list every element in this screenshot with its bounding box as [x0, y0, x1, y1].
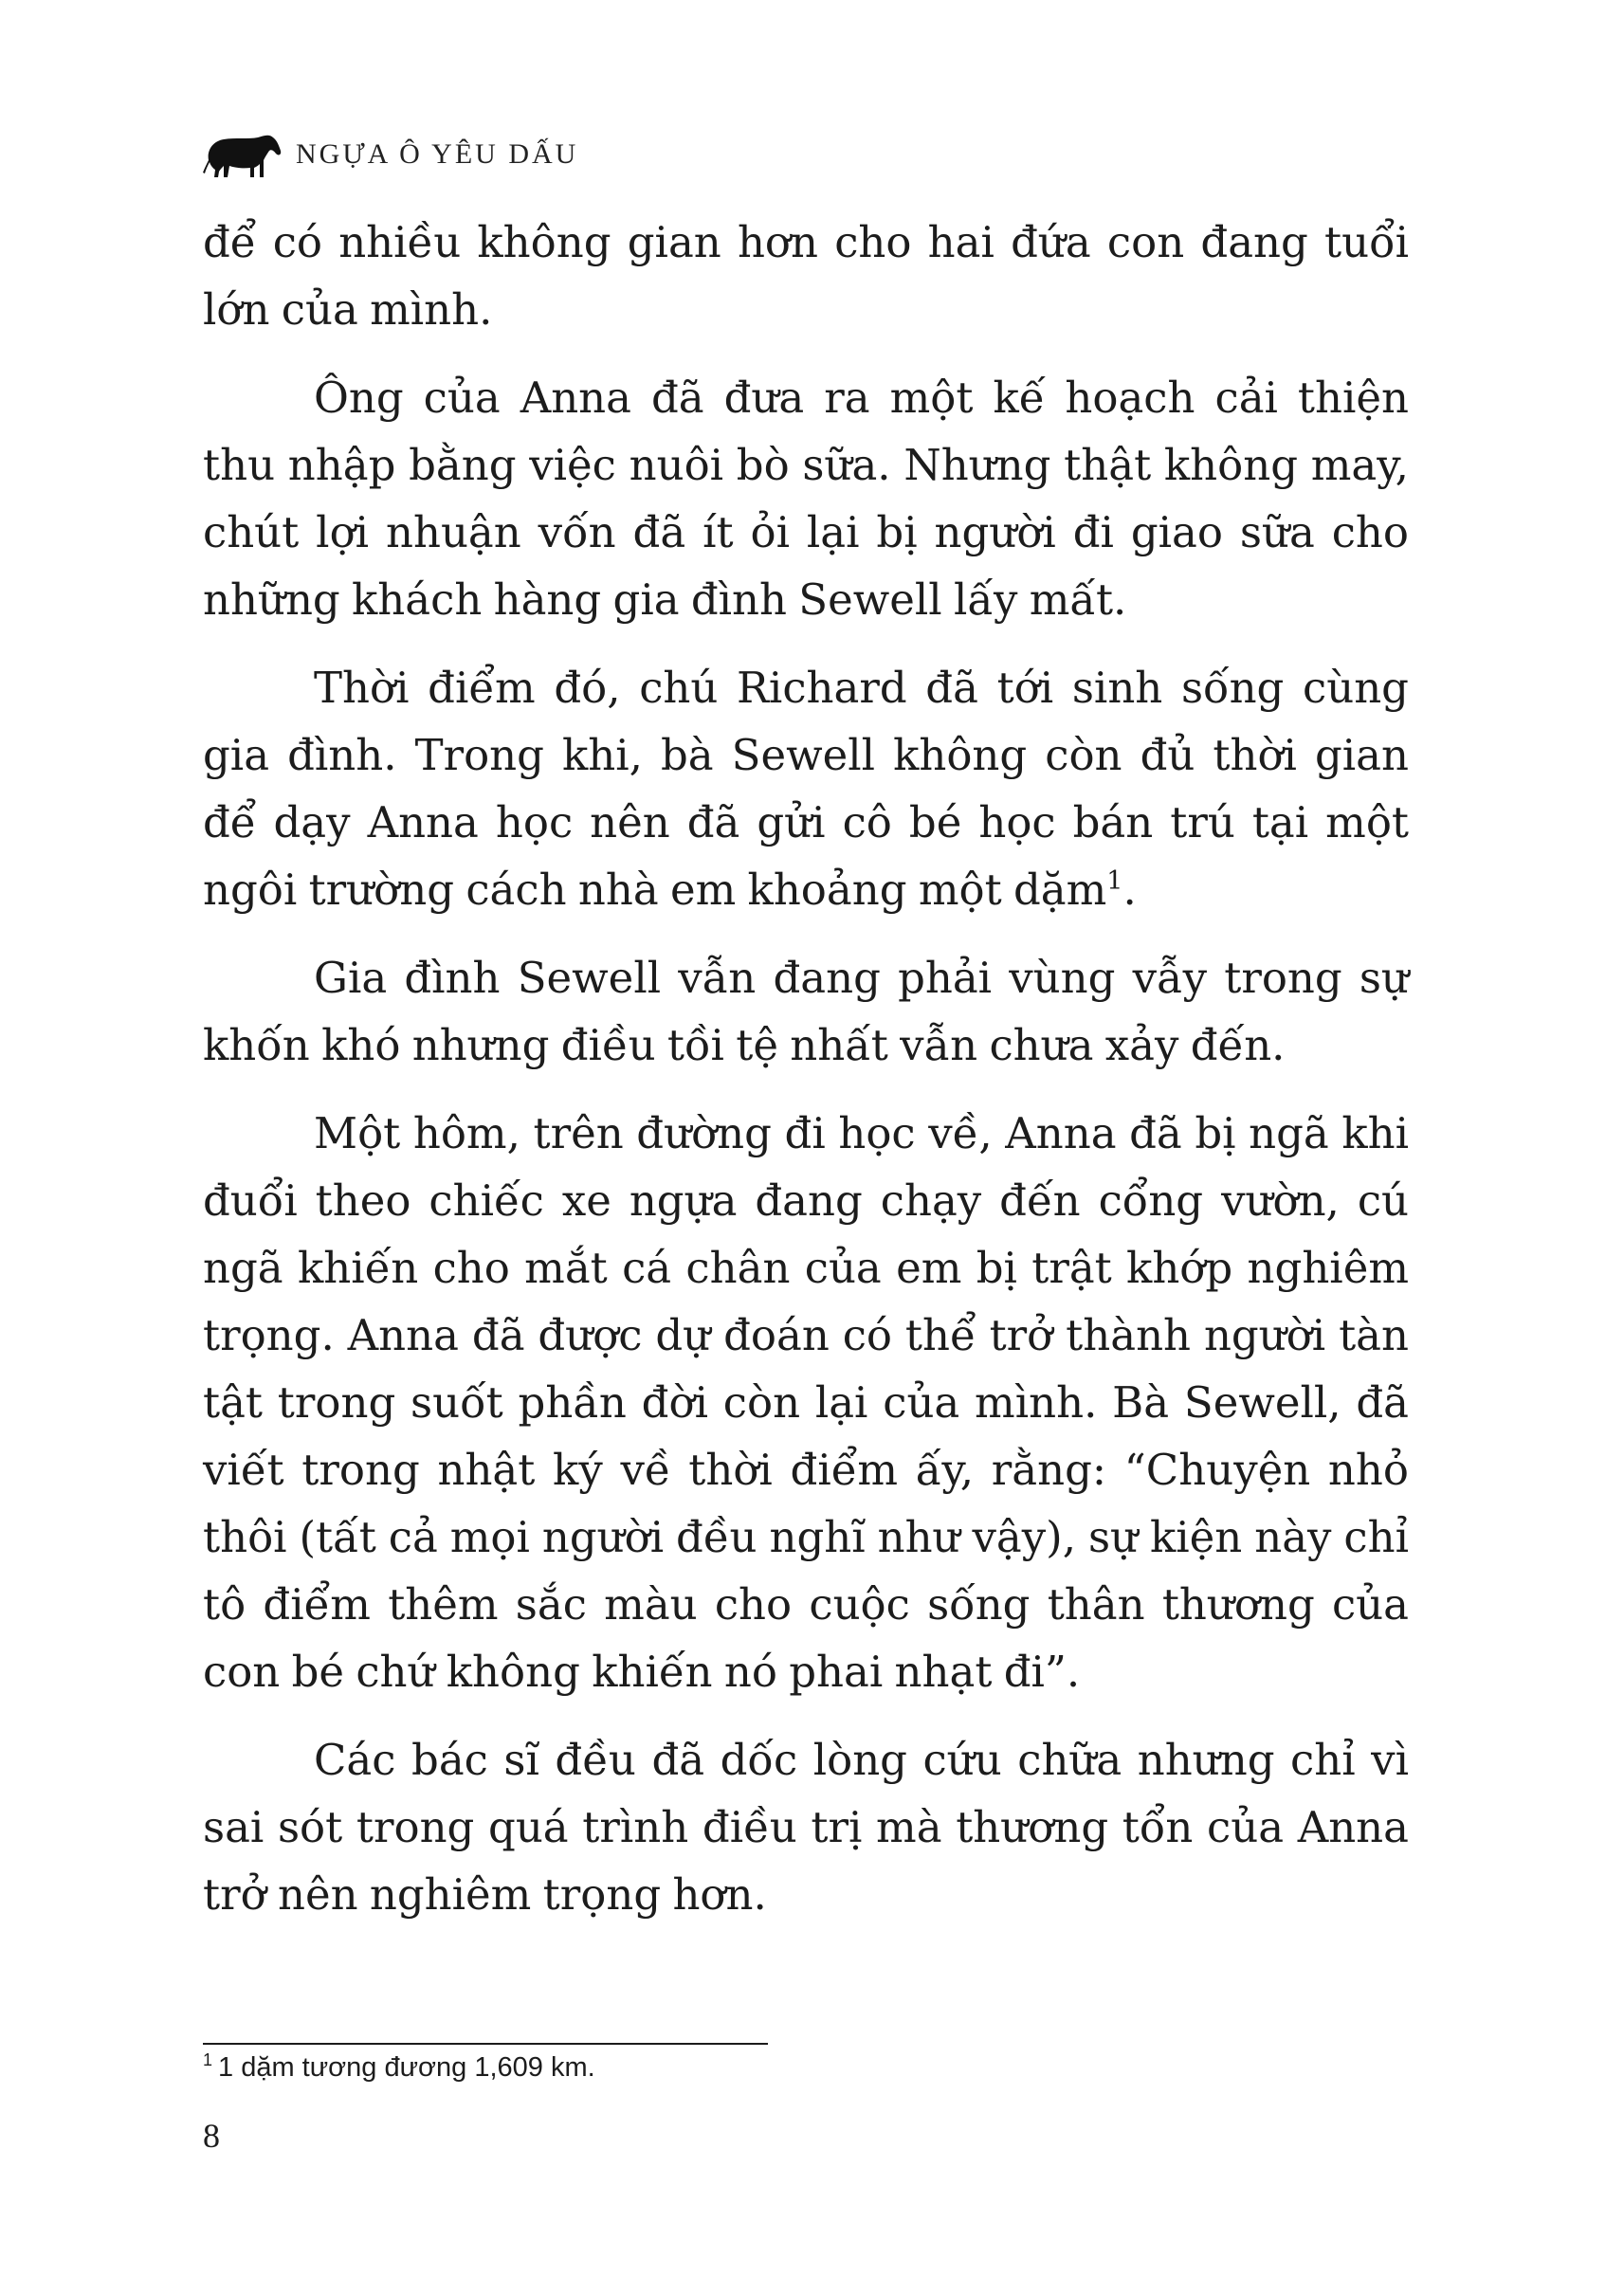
paragraph-text-tail: . [1122, 865, 1137, 915]
paragraph-text: Các bác sĩ đều đã dốc lòng cứu chữa nhưng chỉ vì sai sót trong quá trình điều trị mà thương tổn của Anna trở nên nghiêm trọng hơn. [203, 1735, 1409, 1920]
paragraph [203, 1100, 1409, 1705]
page-number: 8 [203, 2117, 220, 2155]
paragraph-text: Thời điểm đó, chú Richard đã tới sinh sống cùng gia đình. Trong khi, bà Sewell không còn đủ thời gian để dạy Anna học nên đã gửi cô bé học bán trú tại một ngôi trường cách nhà em khoảng một dặm [203, 663, 1409, 915]
paragraph [203, 944, 1409, 1079]
footnote-divider [203, 2043, 768, 2045]
paragraph-text: Gia đình Sewell vẫn đang phải vùng vẫy trong sự khốn khó nhưng điều tồi tệ nhất vẫn chưa xảy đến. [203, 953, 1409, 1070]
footnote-reference[interactable]: 1 [1106, 866, 1123, 896]
footnote [203, 2052, 595, 2084]
paragraph [203, 654, 1409, 923]
running-header [203, 121, 578, 188]
paragraph [203, 1726, 1409, 1928]
running-header-title: NGỰA Ô YÊU DẤU [296, 138, 579, 170]
paragraph [203, 364, 1409, 633]
horse-icon [203, 128, 283, 181]
paragraph-text: Một hôm, trên đường đi học về, Anna đã bị ngã khi đuổi theo chiếc xe ngựa đang chạy đến cổng vườn, cú ngã khiến cho mắt cá chân của em bị trật khớp nghiêm trọng. Anna đã được dự đoán có thể trở thành người tàn tật trong suốt phần đời còn lại của mình. Bà Sewell, đã viết trong nhật ký về thời điểm ấy, rằng: “Chuyện nhỏ thôi (tất cả mọi người đều nghĩ như vậy), sự kiện này chỉ tô điểm thêm sắc màu cho cuộc sống thân thương của con bé chứ không khiến nó phai nhạt đi”. [203, 1108, 1409, 1697]
body-text [203, 209, 1409, 1949]
paragraph-text: để có nhiều không gian hơn cho hai đứa con đang tuổi lớn của mình. [203, 217, 1409, 335]
footnote-text: 1 dặm tương đương 1,609 km. [218, 2052, 595, 2083]
paragraph-text: Ông của Anna đã đưa ra một kế hoạch cải thiện thu nhập bằng việc nuôi bò sữa. Nhưng thật không may, chút lợi nhuận vốn đã ít ỏi lại bị người đi giao sữa cho những khách hàng gia đình Sewell lấy mất. [203, 373, 1409, 625]
footnote-mark: 1 [203, 2050, 213, 2070]
paragraph [203, 209, 1409, 343]
